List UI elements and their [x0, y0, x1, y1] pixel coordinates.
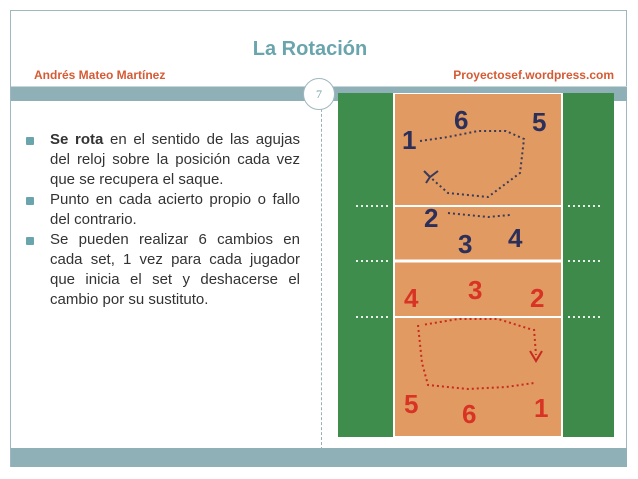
author-name: Andrés Mateo Martínez [34, 68, 166, 82]
court-surface [394, 93, 562, 437]
court-number: 3 [458, 229, 473, 259]
column-divider [321, 94, 322, 450]
bullet-item [24, 230, 300, 310]
bullet-icon [26, 237, 34, 245]
court-number: 6 [462, 399, 477, 429]
court-number: 3 [468, 275, 483, 305]
slide-title: La Rotación [252, 38, 368, 60]
website-label: Proyectosef.wordpress.com [453, 68, 614, 82]
bullet-list [24, 130, 300, 310]
volleyball-court-diagram [338, 93, 614, 437]
bullet-text: en el sentido de las agujas del reloj sobre la posición cada vez que se recupera el saque. [50, 131, 301, 188]
bullet-item [24, 130, 300, 190]
court-number: 5 [532, 107, 547, 137]
bullet-icon [26, 137, 34, 145]
court-number: 1 [534, 393, 549, 423]
court-number: 4 [508, 223, 523, 253]
court-number: 5 [404, 389, 419, 419]
page-number: 7 [303, 78, 335, 110]
bullet-bold: Se rota [50, 131, 104, 148]
court-number: 1 [402, 125, 417, 155]
bullet-icon [26, 197, 34, 205]
court-number: 2 [424, 203, 439, 233]
left-margin [338, 93, 394, 437]
footer-band [11, 448, 627, 467]
bullet-text: Punto en cada acierto propio o fallo del contrario. [50, 191, 300, 228]
court-number: 2 [530, 283, 545, 313]
bullet-item [24, 190, 300, 230]
court-number: 6 [454, 105, 469, 135]
court-number: 4 [404, 283, 419, 313]
bullet-text: Se pueden realizar 6 cambios en cada set, 1 vez para cada jugador que inicia el set y deshacerse el cambio por su sustituto. [50, 231, 300, 308]
